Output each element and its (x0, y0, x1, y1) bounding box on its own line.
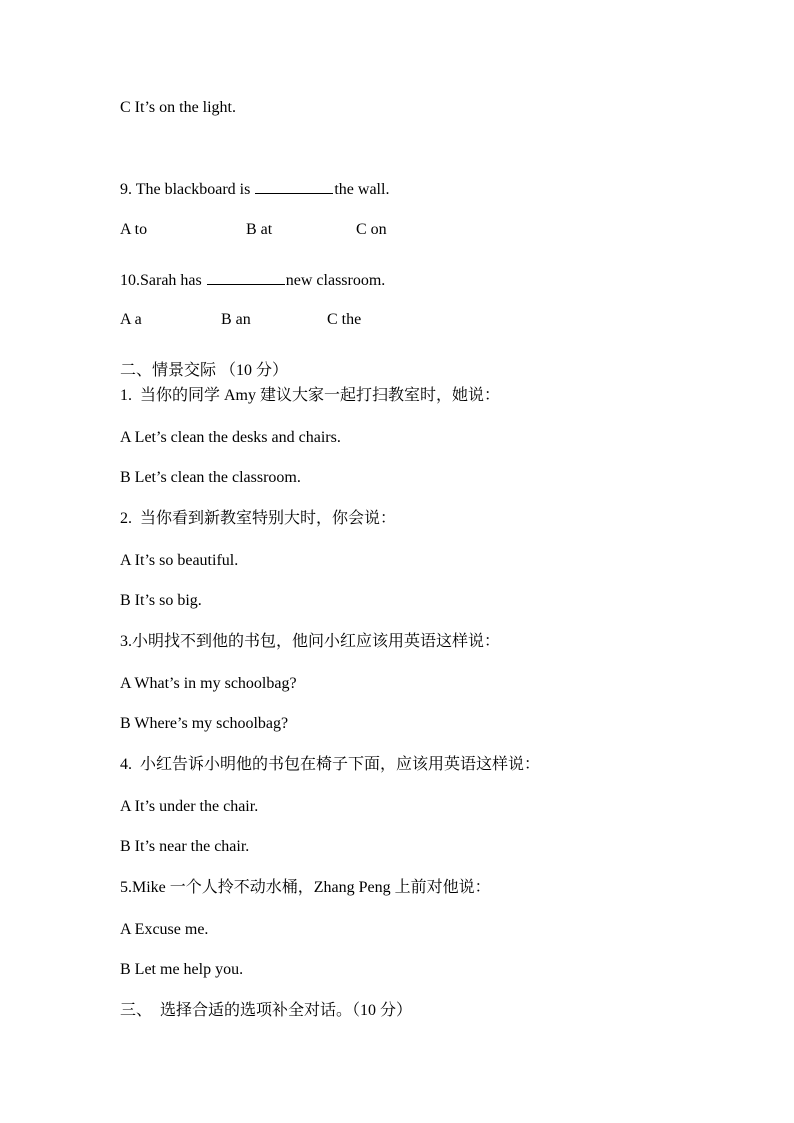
section-2-title: 二、情景交际 （10 分） (120, 362, 289, 379)
question-9-stem (120, 179, 389, 200)
section-3-title: 三、 选择合适的选项补全对话。（10 分） (120, 1002, 413, 1019)
s2-item-1-option-b: B Let’s clean the classroom. (120, 469, 301, 486)
s2-item-5-option-a: A Excuse me. (120, 921, 209, 938)
question-9-stem-before: 9. The blackboard is (120, 181, 255, 198)
prev-question-option-c: C It’s on the light. (120, 99, 236, 116)
question-9-option-b: B at (246, 221, 273, 238)
s2-item-1-prompt: 1. 当你的同学 Amy 建议大家一起打扫教室时，她说： (120, 387, 501, 404)
question-10-option-a: A a (120, 311, 142, 328)
s2-item-2-option-b: B It’s so big. (120, 592, 202, 609)
s2-item-4-prompt: 4. 小红告诉小明他的书包在椅子下面，应该用英语这样说： (120, 756, 541, 773)
s2-item-5-option-b: B Let me help you. (120, 961, 244, 978)
answer-blank (207, 270, 285, 285)
question-9-stem-after: the wall. (334, 181, 390, 198)
s2-item-2-prompt: 2. 当你看到新教室特别大时，你会说： (120, 510, 397, 527)
question-9-option-a: A to (120, 221, 148, 238)
question-10-stem-after: new classroom. (285, 272, 386, 289)
question-10-stem-before: 10.Sarah has (120, 272, 206, 289)
question-10-stem (120, 270, 385, 291)
s2-item-3-prompt: 3.小明找不到他的书包，他问小红应该用英语这样说： (120, 633, 501, 650)
question-10-option-c: C the (327, 311, 362, 328)
answer-blank (255, 179, 333, 194)
s2-item-3-option-a: A What’s in my schoolbag? (120, 675, 297, 692)
question-10-option-b: B an (221, 311, 251, 328)
s2-item-4-option-b: B It’s near the chair. (120, 838, 250, 855)
s2-item-4-option-a: A It’s under the chair. (120, 798, 259, 815)
s2-item-3-option-b: B Where’s my schoolbag? (120, 715, 289, 732)
s2-item-5-prompt: 5.Mike 一个人拎不动水桶，Zhang Peng 上前对他说： (120, 879, 491, 896)
question-9-option-c: C on (356, 221, 387, 238)
s2-item-1-option-a: A Let’s clean the desks and chairs. (120, 429, 341, 446)
s2-item-2-option-a: A It’s so beautiful. (120, 552, 239, 569)
